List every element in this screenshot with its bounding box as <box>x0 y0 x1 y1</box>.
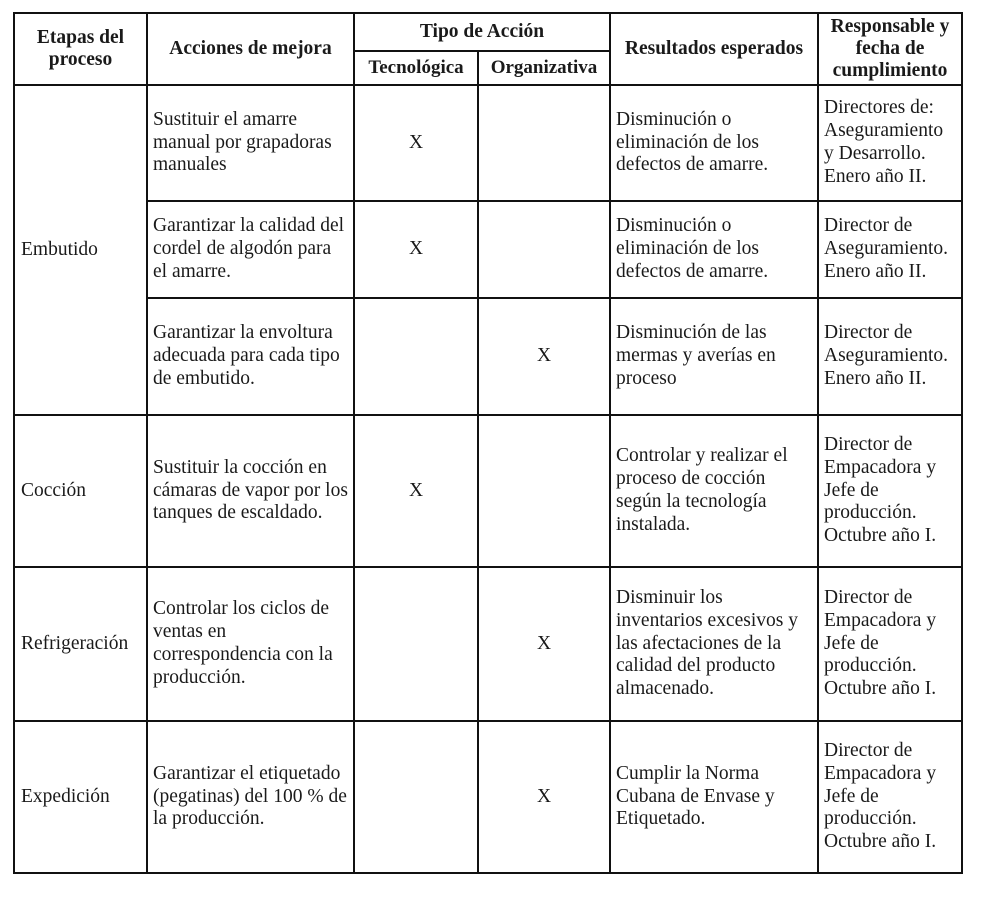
header-organizativa: Organizativa <box>478 51 610 85</box>
cell-tecnologica <box>354 567 478 721</box>
table-row <box>14 201 962 298</box>
header-resultados: Resultados esperados <box>610 13 818 85</box>
cell-tecnologica <box>354 298 478 415</box>
cell-organizativa: X <box>478 298 610 415</box>
cell-responsable: Director de Empacadora y Jefe de producción. Octubre año I. <box>818 415 962 567</box>
cell-resultado: Controlar y realizar el proceso de cocción según la tecnología instalada. <box>610 415 818 567</box>
cell-accion: Sustituir el amarre manual por grapadoras manuales <box>147 85 354 201</box>
cell-tecnologica <box>354 721 478 873</box>
cell-accion: Sustituir la cocción en cámaras de vapor por los tanques de escaldado. <box>147 415 354 567</box>
cell-etapa: Cocción <box>14 415 147 567</box>
cell-responsable: Director de Empacadora y Jefe de producción. Octubre año I. <box>818 567 962 721</box>
cell-organizativa: X <box>478 721 610 873</box>
cell-accion: Controlar los ciclos de ventas en correspondencia con la producción. <box>147 567 354 721</box>
cell-etapa: Refrigeración <box>14 567 147 721</box>
cell-organizativa: X <box>478 567 610 721</box>
table-row <box>14 415 962 567</box>
cell-organizativa <box>478 415 610 567</box>
cell-tecnologica: X <box>354 85 478 201</box>
cell-resultado: Cumplir la Norma Cubana de Envase y Etiquetado. <box>610 721 818 873</box>
cell-responsable: Directores de: Aseguramiento y Desarrollo. Enero año II. <box>818 85 962 201</box>
table-row <box>14 298 962 415</box>
table-row <box>14 567 962 721</box>
cell-responsable: Director de Aseguramiento. Enero año II. <box>818 201 962 298</box>
cell-responsable: Director de Aseguramiento. Enero año II. <box>818 298 962 415</box>
cell-responsable: Director de Empacadora y Jefe de producción. Octubre año I. <box>818 721 962 873</box>
header-acciones: Acciones de mejora <box>147 13 354 85</box>
table-row <box>14 85 962 201</box>
cell-resultado: Disminución o eliminación de los defectos de amarre. <box>610 85 818 201</box>
cell-tecnologica: X <box>354 415 478 567</box>
cell-resultado: Disminución de las mermas y averías en proceso <box>610 298 818 415</box>
cell-organizativa <box>478 85 610 201</box>
cell-organizativa <box>478 201 610 298</box>
cell-resultado: Disminuir los inventarios excesivos y las afectaciones de la calidad del producto almacenado. <box>610 567 818 721</box>
improvement-actions-table <box>13 12 963 874</box>
header-responsable: Responsable y fecha de cumplimiento <box>818 13 962 85</box>
cell-tecnologica: X <box>354 201 478 298</box>
cell-accion: Garantizar la envoltura adecuada para cada tipo de embutido. <box>147 298 354 415</box>
header-tipo-accion: Tipo de Acción <box>354 13 610 51</box>
cell-accion: Garantizar el etiquetado (pegatinas) del 100 % de la producción. <box>147 721 354 873</box>
cell-resultado: Disminución o eliminación de los defectos de amarre. <box>610 201 818 298</box>
cell-etapa: Embutido <box>14 85 147 415</box>
header-etapas: Etapas del proceso <box>14 13 147 85</box>
cell-accion: Garantizar la calidad del cordel de algodón para el amarre. <box>147 201 354 298</box>
header-tecnologica: Tecnológica <box>354 51 478 85</box>
cell-etapa: Expedición <box>14 721 147 873</box>
table-row <box>14 721 962 873</box>
